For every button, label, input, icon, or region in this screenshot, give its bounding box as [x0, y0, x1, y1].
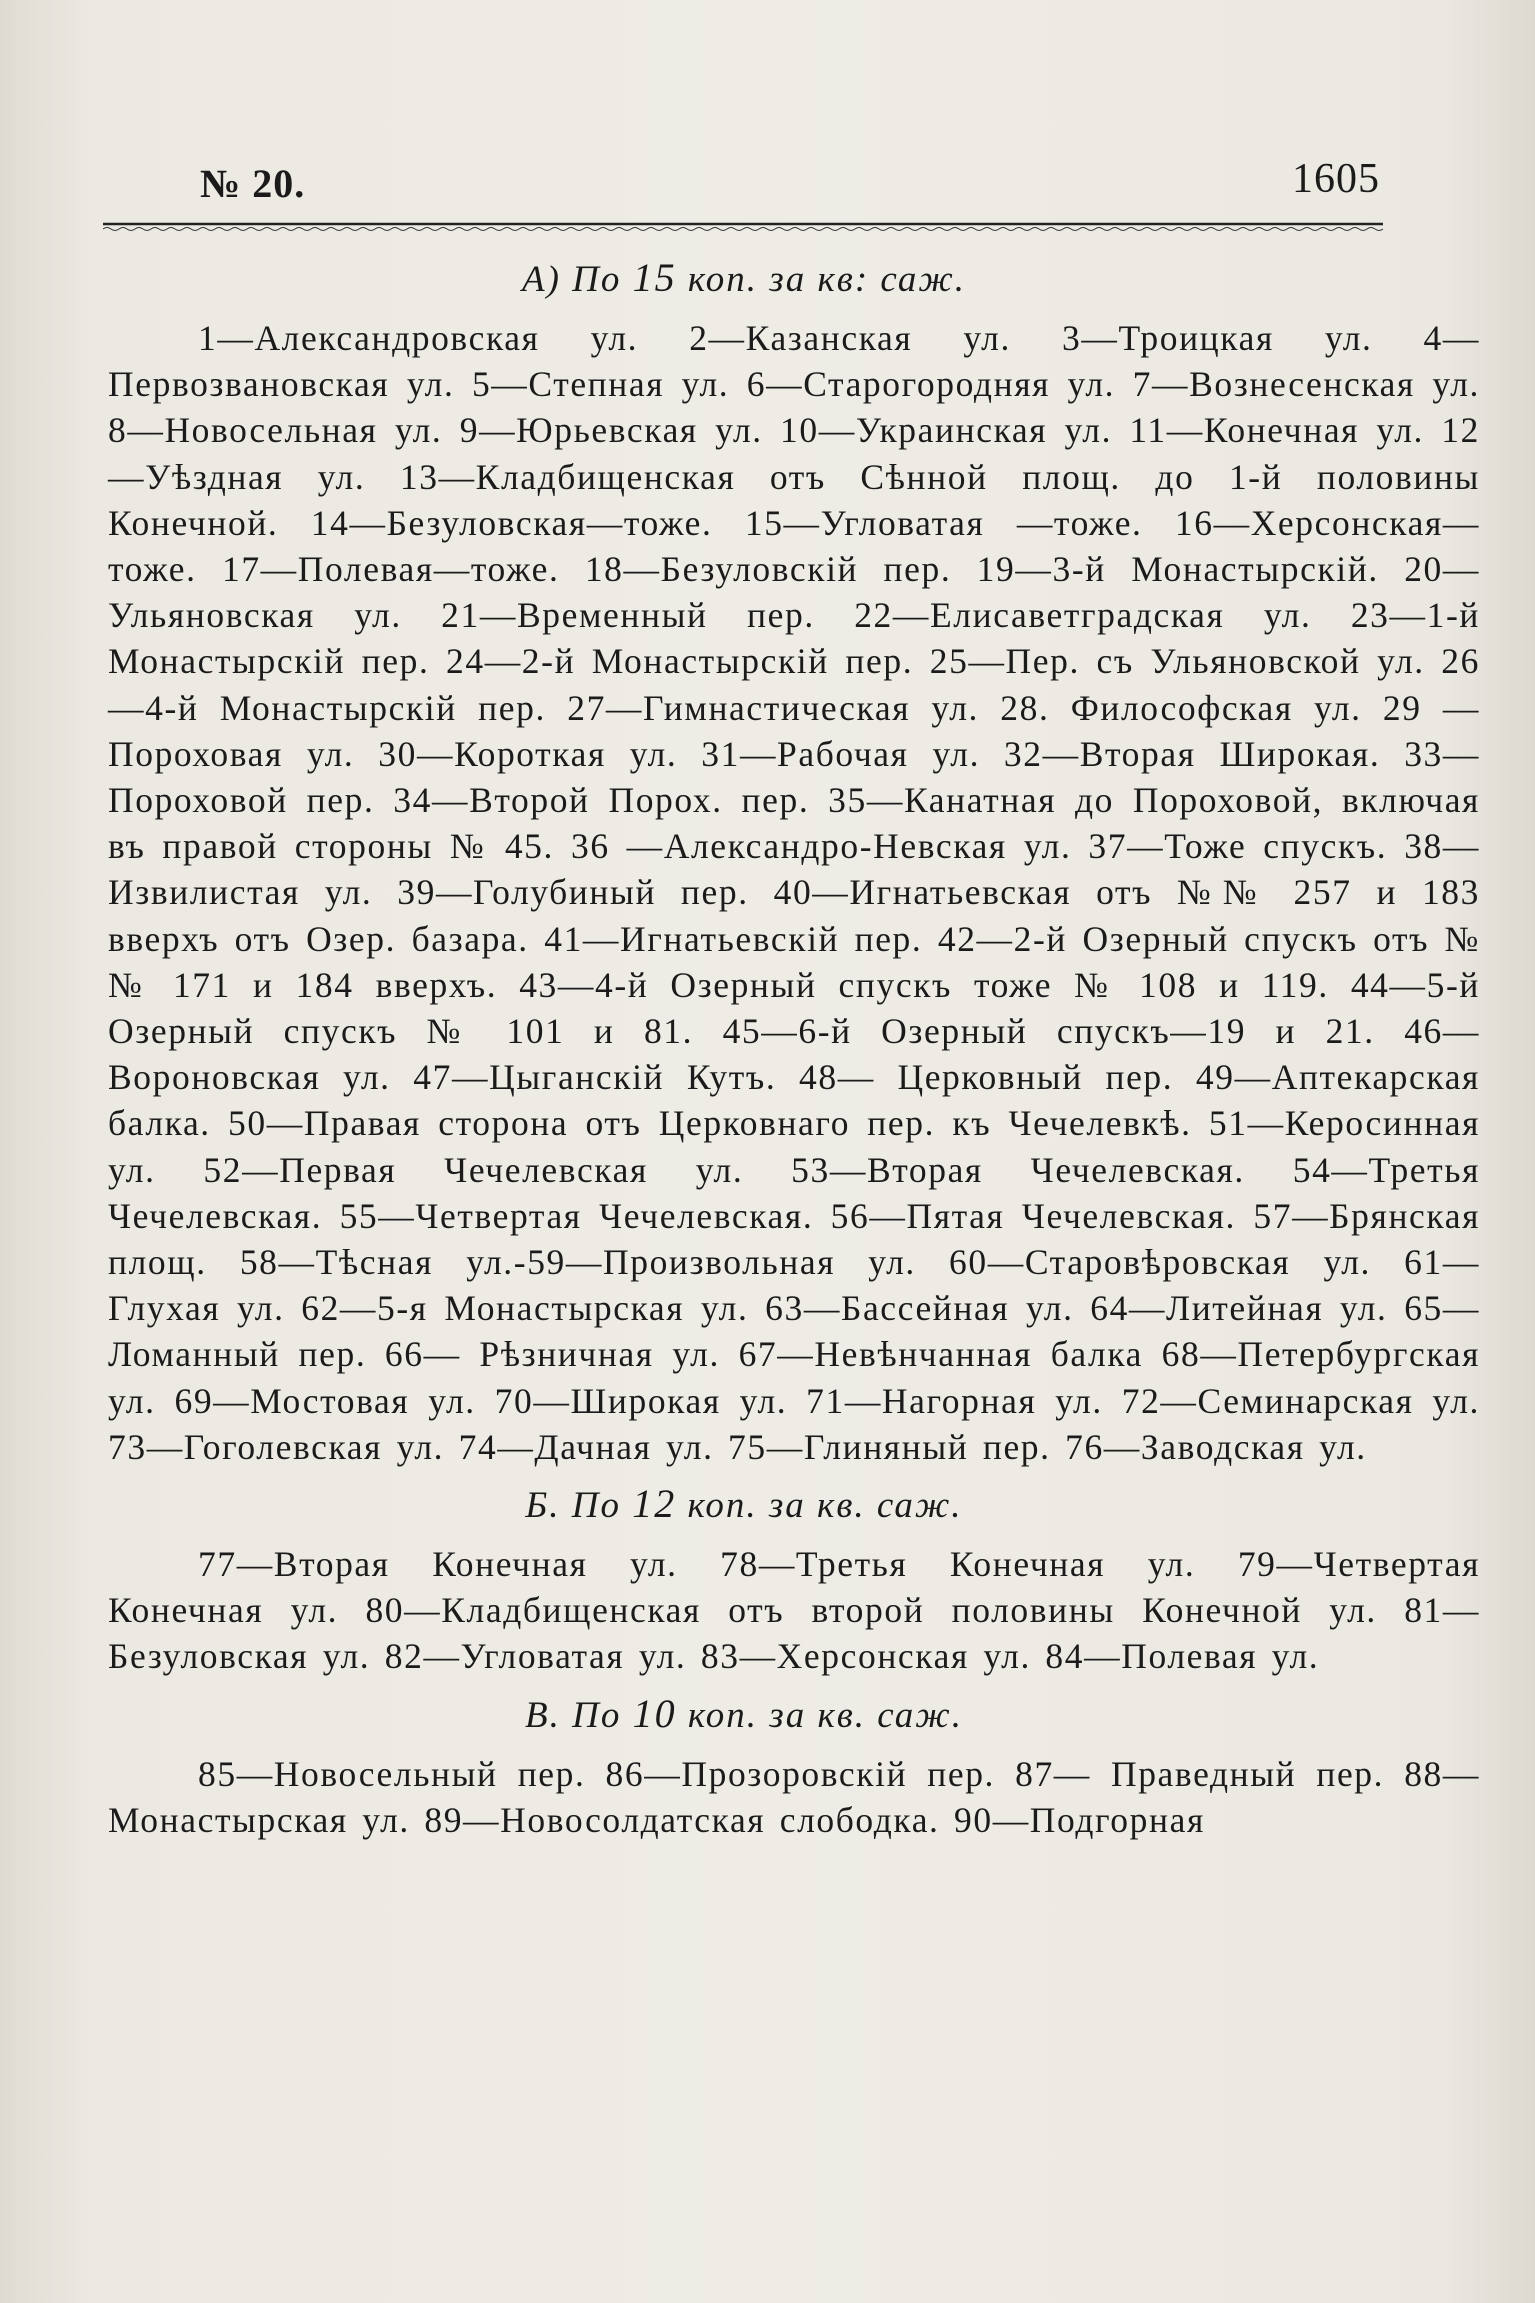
- page-number: 1605: [1292, 156, 1380, 202]
- section-title-a-prefix: А) По: [521, 259, 633, 300]
- issue-number: № 20.: [200, 161, 306, 206]
- header-rule: [103, 222, 1383, 232]
- section-title-a: [108, 254, 1480, 301]
- section-title-b-number: 12: [632, 1481, 677, 1527]
- section-title-a-suffix: коп. за кв: саж.: [676, 259, 967, 300]
- section-v-paragraph: 85—Новосельный пер. 86—Прозоровскій пер. 87— Праведный пер. 88—Монастырская ул. 89—Новосолдатская слободка. 90—Подгорная: [108, 1753, 1480, 1840]
- section-title-v-suffix: коп. за кв. саж.: [676, 1694, 963, 1736]
- section-title-b: [108, 1480, 1480, 1527]
- section-b-paragraph: 77—Вторая Конечная ул. 78—Третья Конечная ул. 79—Четвертая Конечная ул. 80—Кладбищенская отъ второй половины Конечной ул. 81—Безуловская ул. 82—Угловатая ул. 83—Херсонская ул. 84—Полевая ул.: [108, 1544, 1480, 1677]
- section-title-a-number: 15: [632, 255, 677, 300]
- header-rule-line: [103, 222, 1383, 232]
- page-header: [105, 150, 1380, 210]
- section-a-paragraph: 1—Александровская ул. 2—Казанская ул. 3—Троицкая ул. 4—Первозвановская ул. 5—Степная ул. 6—Старогородняя ул. 7—Вознесенская ул. 8—Новосельная ул. 9—Юрьевская ул. 10—Украинская ул. 11—Конечная ул. 12—Уѣздная ул. 13—Кладбищенская отъ Сѣнной площ. до 1-й половины Конечной. 14—Безуловская—тоже. 15—Угловатая —тоже. 16—Херсонская—тоже. 17—Полевая—тоже. 18—Безуловскій пер. 19—3-й Монастырскій. 20—Ульяновская ул. 21—Временный пер. 22—Елисаветградская ул. 23—1-й Монастырскій пер. 24—2-й Монастырскій пер. 25—Пер. съ Ульяновской ул. 26—4-й Монастырскій пер. 27—Гимнастическая ул. 28. Философская ул. 29 —Пороховая ул. 30—Короткая ул. 31—Рабочая ул. 32—Вторая Широкая. 33—Пороховой пер. 34—Второй Порох. пер. 35—Канатная до Пороховой, включая въ правой стороны № 45. 36 —Александро-Невская ул. 37—Тоже спускъ. 38—Извилистая ул. 39—Голубиный пер. 40—Игнатьевская отъ №№ 257 и 183 вверхъ отъ Озер. базара. 41—Игнатьевскій пер. 42—2-й Озерный спускъ отъ №№ 171 и 184 вверхъ. 43—4-й Озерный спускъ тоже № 108 и 119. 44—5-й Озерный спускъ № 101 и 81. 45—6-й Озерный спускъ—19 и 21. 46—Вороновская ул. 47—Цыганскій Кутъ. 48— Церковный пер. 49—Аптекарская балка. 50—Правая сторона отъ Церковнаго пер. къ Чечелевкѣ. 51—Керосинная ул. 52—Первая Чечелевская ул. 53—Вторая Чечелевская. 54—Третья Чечелевская. 55—Четвертая Чечелевская. 56—Пятая Чечелевская. 57—Брянская площ. 58—Тѣсная ул.-59—Произвольная ул. 60—Старовѣровская ул. 61—Глухая ул. 62—5-я Монастырская ул. 63—Бассейная ул. 64—Литейная ул. 65—Ломанный пер. 66— Рѣзничная ул. 67—Невѣнчанная балка 68—Петербургская ул. 69—Мостовая ул. 70—Широкая ул. 71—Нагорная ул. 72—Семинарская ул. 73—Гоголевская ул. 74—Дачная ул. 75—Глиняный пер. 76—Заводская ул.: [108, 318, 1480, 1467]
- section-title-b-prefix: Б. По: [525, 1485, 633, 1527]
- section-title-v: [108, 1690, 1480, 1737]
- section-title-v-number: 10: [632, 1690, 677, 1736]
- body-text: [108, 248, 1480, 1853]
- section-title-v-prefix: В. По: [525, 1694, 633, 1736]
- section-title-b-suffix: коп. за кв. саж.: [676, 1485, 963, 1527]
